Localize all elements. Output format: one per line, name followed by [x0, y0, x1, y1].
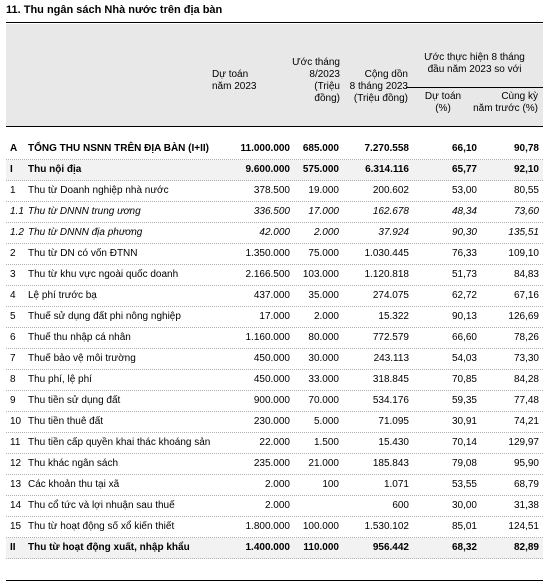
row-name: Thu từ Doanh nghiệp nhà nước: [28, 185, 169, 196]
row-month: 30.000: [308, 353, 339, 364]
row-vs-estimate: 85,01: [451, 521, 477, 532]
row-month: 75.000: [308, 248, 339, 259]
table-row: [6, 244, 543, 265]
row-name: Thu cổ tức và lợi nhuận sau thuế: [28, 500, 175, 511]
row-name: Thu từ hoạt động xuất, nhập khẩu: [28, 542, 190, 553]
row-name: TỔNG THU NSNN TRÊN ĐỊA BÀN (I+II): [28, 143, 210, 154]
row-estimate: 378.500: [253, 185, 290, 196]
row-cumulative: 15.322: [378, 311, 409, 322]
row-name: Lệ phí trước bạ: [28, 290, 97, 301]
row-vs-previous: 129,97: [508, 437, 539, 448]
row-month: 1.500: [313, 437, 339, 448]
row-cumulative: 243.113: [373, 353, 409, 364]
row-vs-previous: 82,89: [513, 542, 539, 553]
row-vs-estimate: 59,35: [451, 395, 477, 406]
table-row: [6, 328, 543, 349]
row-estimate: 2.166.500: [245, 269, 290, 280]
row-estimate: 900.000: [253, 395, 290, 406]
table-row: [6, 202, 543, 223]
row-vs-previous: 73,30: [513, 353, 539, 364]
row-code: 8: [10, 374, 16, 385]
row-cumulative: 1.071: [383, 479, 409, 490]
table-row: [6, 496, 543, 517]
header-col-vs-previous: Cùng kỳ năm trước (%): [473, 91, 538, 114]
row-name: Thu khác ngân sách: [28, 458, 119, 469]
row-vs-previous: 68,79: [513, 479, 539, 490]
table-row: [6, 349, 543, 370]
row-month: 685.000: [302, 143, 339, 154]
row-vs-estimate: 48,34: [451, 206, 477, 217]
table-row: [6, 454, 543, 475]
table-row: [6, 538, 543, 559]
row-cumulative: 956.442: [372, 542, 409, 553]
row-vs-estimate: 30,00: [451, 500, 477, 511]
row-month: 21.000: [308, 458, 339, 469]
row-code: 1.1: [10, 206, 24, 217]
row-vs-estimate: 53,00: [451, 185, 477, 196]
row-code: 13: [10, 479, 22, 490]
row-month: 110.000: [303, 542, 339, 553]
row-name: Thu tiền sử dụng đất: [28, 395, 121, 406]
row-code: 1: [10, 185, 16, 196]
table-header: [6, 24, 543, 126]
row-estimate: 1.800.000: [245, 521, 290, 532]
row-name: Thu từ khu vực ngoài quốc doanh: [28, 269, 179, 280]
row-cumulative: 7.270.558: [364, 143, 409, 154]
row-name: Các khoản thu tại xã: [28, 479, 120, 490]
row-cumulative: 1.530.102: [364, 521, 409, 532]
row-vs-previous: 126,69: [508, 311, 539, 322]
row-name: Thu từ hoạt động số xổ kiến thiết: [28, 521, 175, 532]
row-vs-estimate: 90,30: [451, 227, 477, 238]
bottom-rule: [6, 580, 543, 581]
row-cumulative: 318.845: [372, 374, 409, 385]
header-col-cumulative: Cộng dồn 8 tháng 2023 (Triệu đồng): [349, 69, 408, 104]
row-name: Thu từ DNNN địa phương: [28, 227, 143, 238]
row-cumulative: 200.602: [372, 185, 409, 196]
row-code: I: [10, 164, 13, 175]
row-code: A: [10, 143, 18, 154]
row-vs-previous: 95,90: [513, 458, 539, 469]
row-estimate: 9.600.000: [245, 164, 290, 175]
row-estimate: 437.000: [253, 290, 290, 301]
row-vs-previous: 84,28: [513, 374, 539, 385]
row-code: 2: [10, 248, 16, 259]
row-code: 3: [10, 269, 16, 280]
row-vs-estimate: 66,60: [451, 332, 477, 343]
row-estimate: 1.350.000: [245, 248, 290, 259]
row-vs-estimate: 54,03: [451, 353, 477, 364]
row-vs-estimate: 65,77: [451, 164, 477, 175]
row-vs-previous: 92,10: [513, 164, 539, 175]
row-cumulative: 1.030.445: [364, 248, 409, 259]
row-vs-estimate: 66,10: [451, 143, 477, 154]
row-vs-previous: 73,60: [513, 206, 539, 217]
row-cumulative: 71.095: [378, 416, 409, 427]
header-col-month: Ước tháng 8/2023 (Triệu đồng): [292, 57, 340, 104]
top-rule: [6, 22, 543, 23]
row-cumulative: 772.579: [372, 332, 409, 343]
header-sub-rule: [406, 87, 543, 88]
row-estimate: 450.000: [253, 374, 290, 385]
row-month: 19.000: [308, 185, 339, 196]
row-month: 5.000: [313, 416, 339, 427]
row-month: 2.000: [313, 227, 339, 238]
row-code: 9: [10, 395, 16, 406]
row-estimate: 230.000: [253, 416, 290, 427]
row-code: 12: [10, 458, 22, 469]
table-body: [6, 139, 543, 559]
table-row: [6, 517, 543, 538]
row-month: 575.000: [302, 164, 339, 175]
row-cumulative: 6.314.116: [365, 164, 409, 175]
row-vs-estimate: 90,13: [451, 311, 477, 322]
row-vs-estimate: 30,91: [451, 416, 477, 427]
row-name: Thuế thu nhập cá nhân: [28, 332, 131, 343]
row-estimate: 22.000: [259, 437, 290, 448]
row-cumulative: 15.430: [378, 437, 409, 448]
header-col-estimate: Dự toán năm 2023: [212, 69, 257, 92]
row-month: 100.000: [302, 521, 339, 532]
table-row: [6, 433, 543, 454]
header-col-group: Ước thực hiện 8 tháng đầu năm 2023 so với: [424, 52, 525, 75]
row-vs-estimate: 68,32: [451, 542, 477, 553]
row-estimate: 2.000: [264, 500, 290, 511]
row-cumulative: 185.843: [372, 458, 409, 469]
row-estimate: 11.000.000: [240, 143, 290, 154]
row-code: 15: [10, 521, 22, 532]
page-title: 11. Thu ngân sách Nhà nước trên địa bàn: [6, 4, 223, 16]
row-name: Thu tiền cấp quyền khai thác khoáng sản: [28, 437, 211, 448]
row-cumulative: 274.075: [372, 290, 409, 301]
row-month: 103.000: [302, 269, 339, 280]
row-month: 80.000: [308, 332, 339, 343]
row-vs-previous: 135,51: [508, 227, 539, 238]
row-code: 11: [10, 437, 21, 448]
row-vs-previous: 78,26: [513, 332, 539, 343]
row-code: 1.2: [10, 227, 24, 238]
row-vs-previous: 74,21: [513, 416, 539, 427]
row-cumulative: 1.120.818: [364, 269, 409, 280]
row-vs-estimate: 70,85: [451, 374, 477, 385]
row-name: Thu từ DNNN trung ương: [28, 206, 141, 217]
row-cumulative: 162.678: [372, 206, 409, 217]
row-month: 70.000: [308, 395, 339, 406]
row-estimate: 1.400.000: [245, 542, 290, 553]
row-vs-previous: 80,55: [513, 185, 539, 196]
row-estimate: 2.000: [264, 479, 290, 490]
row-cumulative: 534.176: [372, 395, 409, 406]
row-code: II: [10, 542, 16, 553]
row-vs-estimate: 70,14: [451, 437, 477, 448]
row-vs-estimate: 51,73: [451, 269, 477, 280]
row-code: 6: [10, 332, 16, 343]
row-estimate: 235.000: [253, 458, 290, 469]
row-estimate: 42.000: [259, 227, 290, 238]
table-row: [6, 223, 543, 244]
row-month: 17.000: [308, 206, 339, 217]
table-row: [6, 286, 543, 307]
table-row: [6, 370, 543, 391]
row-vs-previous: 67,16: [513, 290, 539, 301]
row-name: Thu phí, lệ phí: [28, 374, 92, 385]
row-month: 2.000: [313, 311, 339, 322]
row-month: 33.000: [308, 374, 339, 385]
row-estimate: 17.000: [259, 311, 290, 322]
row-month: 35.000: [308, 290, 339, 301]
row-vs-previous: 84,83: [513, 269, 539, 280]
table-row: [6, 265, 543, 286]
table-row: [6, 412, 543, 433]
row-vs-estimate: 76,33: [451, 248, 477, 259]
row-vs-estimate: 79,08: [451, 458, 477, 469]
row-month: 100: [322, 479, 339, 490]
row-estimate: 1.160.000: [245, 332, 290, 343]
table-row: [6, 139, 543, 160]
row-name: Thuế bảo vệ môi trường: [28, 353, 136, 364]
row-code: 4: [10, 290, 16, 301]
row-code: 7: [10, 353, 16, 364]
header-rule: [6, 126, 543, 127]
row-estimate: 450.000: [253, 353, 290, 364]
row-vs-estimate: 62,72: [451, 290, 477, 301]
table-row: [6, 181, 543, 202]
header-col-vs-estimate: Dự toán (%): [424, 91, 462, 114]
row-cumulative: 37.924: [378, 227, 409, 238]
row-code: 10: [10, 416, 22, 427]
row-vs-previous: 31,38: [513, 500, 539, 511]
row-vs-previous: 124,51: [508, 521, 539, 532]
row-vs-previous: 90,78: [513, 143, 539, 154]
row-vs-previous: 77,48: [513, 395, 539, 406]
table-row: [6, 307, 543, 328]
row-name: Thu nội địa: [28, 164, 82, 175]
table-row: [6, 475, 543, 496]
row-code: 5: [10, 311, 16, 322]
row-code: 14: [10, 500, 22, 511]
row-cumulative: 600: [392, 500, 409, 511]
row-vs-previous: 109,10: [508, 248, 539, 259]
row-estimate: 336.500: [253, 206, 290, 217]
row-name: Thuế sử dụng đất phi nông nghiệp: [28, 311, 181, 322]
row-name: Thu từ DN có vốn ĐTNN: [28, 248, 138, 259]
table-row: [6, 391, 543, 412]
row-name: Thu tiền thuê đất: [28, 416, 104, 427]
row-vs-estimate: 53,55: [451, 479, 477, 490]
table-row: [6, 160, 543, 181]
